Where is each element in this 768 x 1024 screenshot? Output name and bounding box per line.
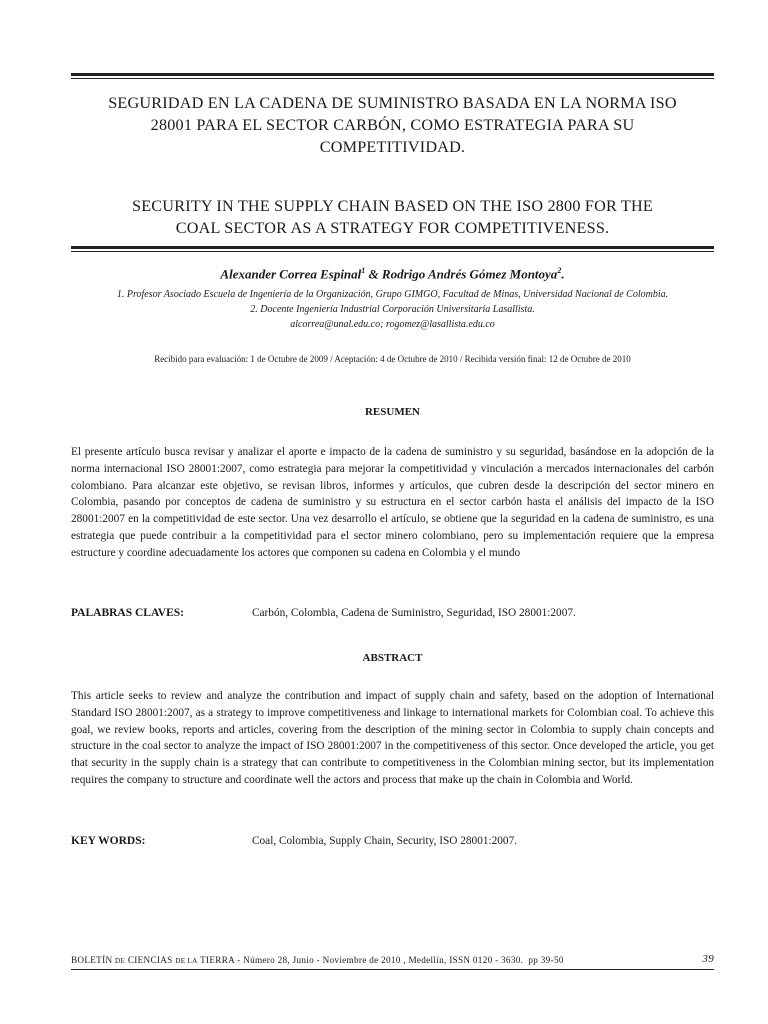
spanish-title-line-2: 28001 PARA EL SECTOR CARBÓN, COMO ESTRATEGIA PARA SU <box>150 116 635 134</box>
spanish-title-line-1: SEGURIDAD EN LA CADENA DE SUMINISTRO BASADA EN LA NORMA ISO <box>108 94 677 112</box>
footer-tierra: TIERRA <box>200 955 235 965</box>
author-2-superscript: 2 <box>557 266 562 275</box>
palabras-claves-value: Carbón, Colombia, Cadena de Suministro, Seguridad, ISO 28001:2007. <box>252 607 576 619</box>
spanish-title-line-3: COMPETITIVIDAD. <box>319 138 466 156</box>
footer-citation <box>71 955 564 965</box>
author-2: Rodrigo Andrés Gómez Montoya <box>381 266 558 282</box>
english-title <box>71 195 714 239</box>
footer-boletin: BOLETÍN <box>71 955 113 965</box>
keywords-value: Coal, Colombia, Supply Chain, Security, ISO 28001:2007. <box>252 835 518 847</box>
author-1: Alexander Correa Espinal <box>220 266 362 282</box>
top-double-rule <box>71 73 714 79</box>
author-joiner: & <box>365 266 382 282</box>
footer-rule <box>71 969 714 970</box>
resumen-heading: RESUMEN <box>364 406 420 418</box>
author-line <box>71 266 714 282</box>
author-end: . <box>561 266 565 282</box>
spanish-title <box>71 92 714 158</box>
author-emails[interactable]: alcorrea@unal.edu.co; rogomez@lasallista.edu.co <box>290 319 495 330</box>
english-title-line-1: SECURITY IN THE SUPPLY CHAIN BASED ON THE ISO 2800 FOR THE <box>132 197 653 215</box>
abstract-heading: ABSTRACT <box>362 652 423 664</box>
mid-double-rule <box>71 246 714 252</box>
footer-de-la: DE LA <box>175 957 198 965</box>
author-1-superscript: 1 <box>361 266 366 275</box>
affiliation-2: 2. Docente Ingeniería Industrial Corporación Universitaria Lasallista. <box>250 304 535 315</box>
affiliation-1: 1. Profesor Asociado Escuela de Ingeniería de la Organización, Grupo GIMGO, Facultad de Minas, Universidad Nacional de Colombia. <box>116 289 669 300</box>
english-title-line-2: COAL SECTOR AS A STRATEGY FOR COMPETITIVENESS. <box>175 219 610 237</box>
resumen-text: El presente artículo busca revisar y analizar el aporte e impacto de la cadena de suministro y su seguridad, basándose en la adopción de la norma internacional ISO 28001:2007, como estrategia para mejorar la competitividad y vinculación a mercados internacionales del carbón colombiano. Para alcanzar este objetivo, se revisan libros, informes y artículos, que cubren desde la descripción del sector minero en Colombia, pasando por conceptos de cadena de suministro y su estructura en el sector carbón hasta el análisis del impacto de la ISO 28001:2007 en la competitividad de este sector. Una vez desarrollo el artículo, se obtiene que la seguridad en la cadena de suministro, es una estrategia que puede contribuir a la competitividad para el sector minero colombiano, pero su implementación requiere que la empresa estructure y coordine adecuadamente los actores que componen su cadena en Colombia y el mundo <box>71 446 714 559</box>
abstract-text: This article seeks to review and analyze the contribution and impact of supply chain and safety, based on the adoption of International Standard ISO 28001:2007, as a strategy to improve competitiveness and linkage to international markets for Colombian coal. To achieve this goal, we review books, reports and articles, covering from the description of the mining sector in Colombia to supply chain concepts and structure in the coal sector to analyze the impact of ISO 28001:2007 in the competitiveness of this sector. Once developed the article, you get that security in the supply chain is a strategy that can contribute to competitiveness in the Colombian mining sector, but its implementation requires the company to structure and coordinate well the actors and process that make up the chain in Colombia and World. <box>71 690 714 786</box>
palabras-claves-label: PALABRAS CLAVES: <box>71 607 185 619</box>
paper-page <box>71 0 714 1024</box>
footer-issue-info: - Número 28, Junio - Noviembre de 2010 , Medellín, ISSN 0120 - 3630. pp 39-50 <box>234 955 564 965</box>
footer-ciencias: CIENCIAS <box>127 955 173 965</box>
submission-dates: Recibido para evaluación: 1 de Octubre de 2009 / Aceptación: 4 de Octubre de 2010 / Recibida versión final: 12 de Octubre de 2010 <box>154 354 631 364</box>
page-footer <box>71 955 714 969</box>
keywords-label: KEY WORDS: <box>71 835 146 847</box>
footer-de: DE <box>115 957 126 965</box>
page-number: 39 <box>702 953 714 965</box>
